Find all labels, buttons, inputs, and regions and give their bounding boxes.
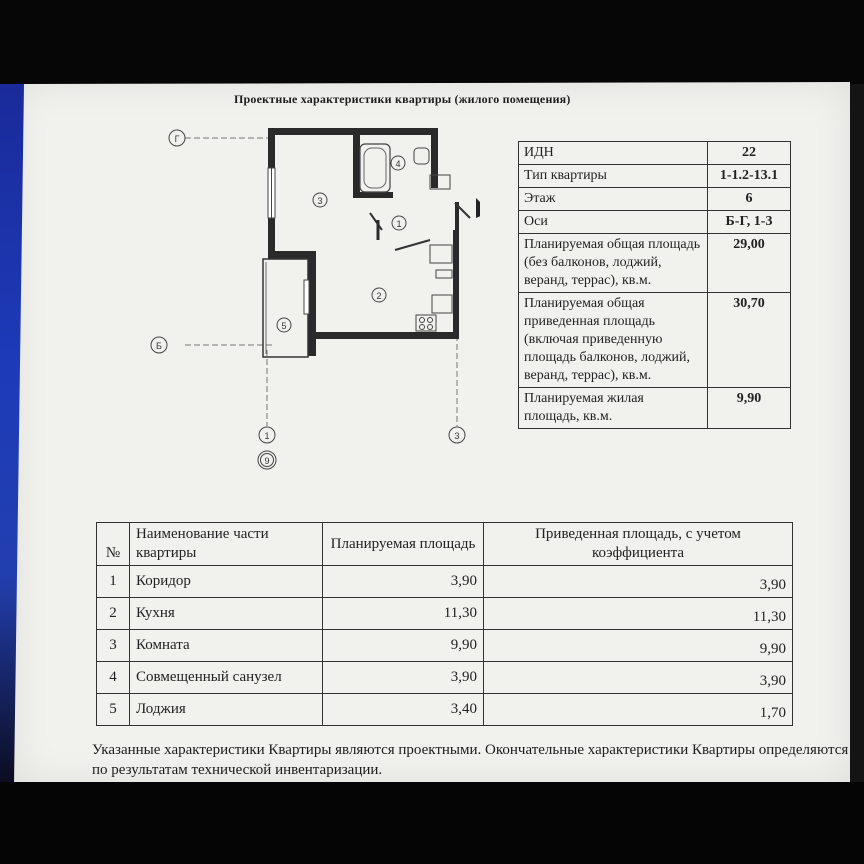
section-label: 9 <box>264 456 270 466</box>
kitchen-stove <box>416 315 436 331</box>
cell-name: Лоджия <box>130 694 323 726</box>
cell-area: 3,90 <box>323 566 484 598</box>
room-label-3: 3 <box>317 196 323 206</box>
header-num: № <box>97 523 130 566</box>
table-row <box>97 630 793 662</box>
background-bottom <box>0 782 864 864</box>
cell-area: 3,90 <box>323 662 484 694</box>
info-label: Этаж <box>519 188 708 211</box>
axis-label-g: Г <box>174 134 180 144</box>
kitchen-sink <box>430 245 452 263</box>
cell-name: Совмещенный санузел <box>130 662 323 694</box>
info-value: 6 <box>708 188 791 211</box>
cell-num: 1 <box>97 566 130 598</box>
cell-reduced: 3,90 <box>484 566 793 598</box>
header-name: Наименование части квартиры <box>130 523 323 566</box>
info-value: 22 <box>708 142 791 165</box>
floor-plan <box>150 120 480 480</box>
kitchen-cabinet <box>436 270 452 278</box>
cell-num: 4 <box>97 662 130 694</box>
header-area: Планируемая площадь <box>323 523 484 566</box>
cell-name: Комната <box>130 630 323 662</box>
toilet <box>414 148 429 164</box>
axis-label-3: 3 <box>454 431 460 441</box>
cell-reduced: 11,30 <box>484 598 793 630</box>
table-row <box>97 662 793 694</box>
info-value: 9,90 <box>708 388 791 429</box>
info-row <box>519 211 791 234</box>
kitchen-fridge <box>432 295 452 313</box>
info-label: Планируемая общая приведенная площадь (включая приведенную площадь балконов, лоджий, веранд, террас), кв.м. <box>519 293 708 388</box>
cell-num: 5 <box>97 694 130 726</box>
info-value: 1-1.2-13.1 <box>708 165 791 188</box>
info-table <box>518 141 791 429</box>
loggia-outline <box>263 259 308 357</box>
info-row <box>519 188 791 211</box>
cell-reduced: 3,90 <box>484 662 793 694</box>
info-value: 30,70 <box>708 293 791 388</box>
room-label-1: 1 <box>396 219 402 229</box>
cell-reduced: 9,90 <box>484 630 793 662</box>
cell-name: Коридор <box>130 566 323 598</box>
background-top <box>0 0 864 84</box>
cell-reduced: 1,70 <box>484 694 793 726</box>
info-row <box>519 388 791 429</box>
cell-area: 9,90 <box>323 630 484 662</box>
cell-num: 2 <box>97 598 130 630</box>
axis-label-b: Б <box>156 341 162 351</box>
info-label: Тип квартиры <box>519 165 708 188</box>
header-reduced: Приведенная площадь, с учетом коэффициента <box>484 523 793 566</box>
room-label-2: 2 <box>376 291 382 301</box>
room-label-5: 5 <box>281 321 287 331</box>
table-row <box>97 598 793 630</box>
cell-name: Кухня <box>130 598 323 630</box>
info-label: Планируемая общая площадь (без балконов, лоджий, веранд, террас), кв.м. <box>519 234 708 293</box>
document-title: Проектные характеристики квартиры (жилого помещения) <box>234 92 571 106</box>
cell-num: 3 <box>97 630 130 662</box>
door-swing-1 <box>370 213 382 230</box>
info-label: Оси <box>519 211 708 234</box>
door-swing-2 <box>395 240 430 250</box>
info-label: ИДН <box>519 142 708 165</box>
loggia-door <box>304 280 309 314</box>
room-label-4: 4 <box>395 159 401 169</box>
rooms-table <box>96 522 793 726</box>
rooms-header-row <box>97 523 793 566</box>
info-row <box>519 165 791 188</box>
info-value: Б-Г, 1-3 <box>708 211 791 234</box>
cell-area: 3,40 <box>323 694 484 726</box>
table-row <box>97 566 793 598</box>
info-row <box>519 142 791 165</box>
background-right <box>850 84 864 784</box>
entry-arrow-icon <box>476 198 480 218</box>
footer-note: Указанные характеристики Квартиры являются проектными. Окончательные характеристики Квартиры определяются по результатам технической инвентаризации. <box>92 742 849 778</box>
axis-label-1: 1 <box>264 431 270 441</box>
table-row <box>97 694 793 726</box>
cell-area: 11,30 <box>323 598 484 630</box>
info-row <box>519 234 791 293</box>
kitchen-fixtures <box>416 245 452 331</box>
info-label: Планируемая жилая площадь, кв.м. <box>519 388 708 429</box>
info-value: 29,00 <box>708 234 791 293</box>
bathtub-inner <box>364 148 386 188</box>
info-row <box>519 293 791 388</box>
